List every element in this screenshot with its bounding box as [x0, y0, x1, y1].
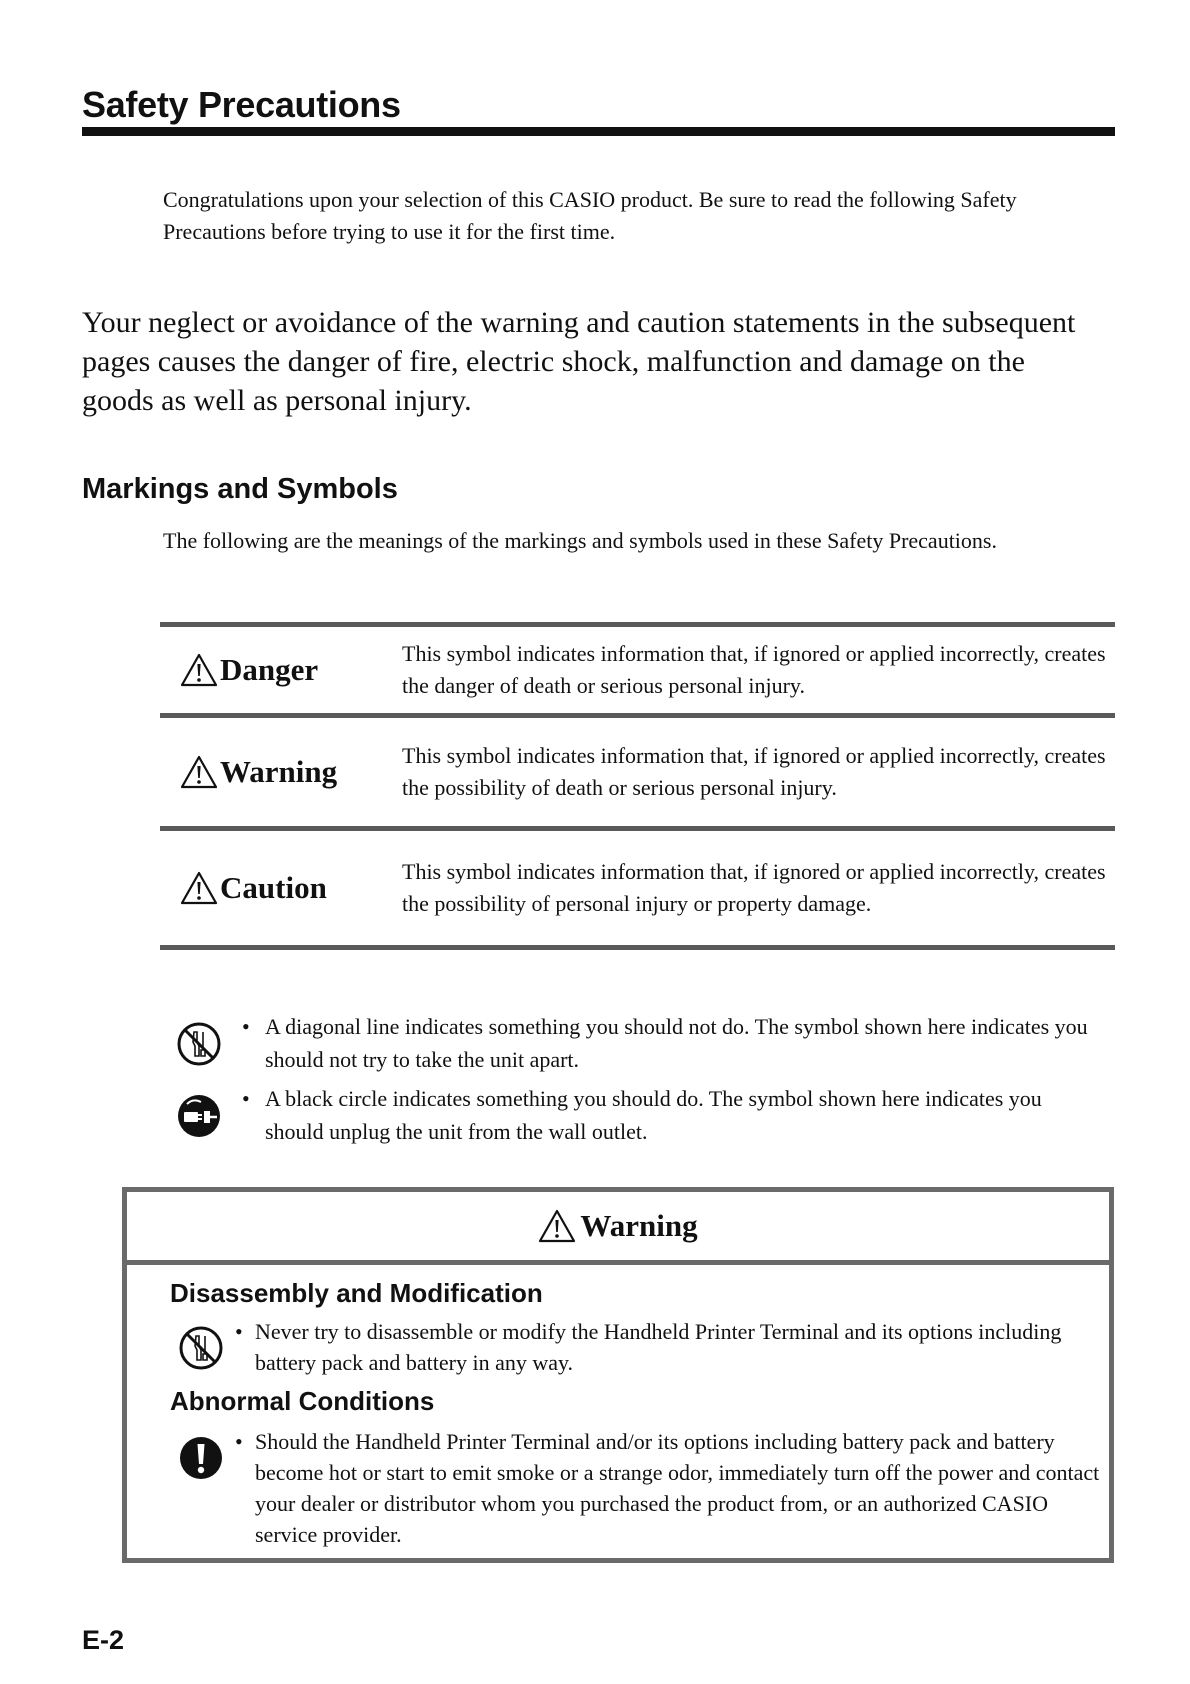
no-disassembly-icon — [177, 1324, 225, 1372]
warning-box — [122, 1187, 1114, 1563]
unplug-icon — [175, 1092, 223, 1140]
no-disassembly-icon — [175, 1020, 223, 1068]
symbol-row-warning — [160, 718, 1115, 826]
symbol-table — [160, 622, 1115, 950]
table-rule — [160, 945, 1115, 950]
warning-text: This symbol indicates information that, if ignored or applied incorrectly, creates the possibility of death or serious personal injury. — [402, 743, 1106, 800]
exclamation-icon — [177, 1434, 225, 1482]
page-title: Safety Precautions — [82, 84, 401, 125]
intro-paragraph: Congratulations upon your selection of this CASIO product. Be sure to read the following Safety Precautions before trying to use it for the first time. — [163, 187, 1017, 244]
bullet-dot: • — [242, 1086, 250, 1111]
section-text: Should the Handheld Printer Terminal and/or its options including battery pack and battery become hot or start to emit smoke or a strange odor, immediately turn off the power and contact your dealer or distributor whom you purchased the product from, or an authorized CASIO service provider. — [255, 1429, 1100, 1547]
danger-word: Danger — [220, 652, 319, 687]
caution-word: Caution — [220, 870, 327, 905]
section-item-disassembly — [177, 1316, 1107, 1378]
bullet-dot: • — [235, 1319, 243, 1344]
bullet-dot: • — [242, 1014, 250, 1039]
notice-paragraph: Your neglect or avoidance of the warning and caution statements in the subsequent pages causes the danger of fire, electric shock, malfunction and damage on the goods as well as personal injury. — [82, 306, 1076, 417]
symbol-bullets — [175, 1010, 1095, 1148]
section-heading-disassembly: Disassembly and Modification — [170, 1278, 543, 1308]
warning-label — [160, 754, 400, 790]
bullet-text: A black circle indicates something you should do. The symbol shown here indicates you should unplug the unit from the wall outlet. — [265, 1086, 1042, 1144]
bullet-text: A diagonal line indicates something you should not do. The symbol shown here indicates you should not try to take the unit apart. — [265, 1014, 1088, 1072]
bullet-dot: • — [235, 1429, 243, 1454]
page-number: E-2 — [82, 1625, 125, 1655]
section-heading-abnormal: Abnormal Conditions — [170, 1386, 435, 1416]
symbol-row-danger — [160, 627, 1115, 713]
list-item — [175, 1082, 1095, 1148]
markings-heading: Markings and Symbols — [82, 473, 398, 505]
warning-box-title: Warning — [580, 1208, 698, 1243]
list-item — [175, 1010, 1095, 1076]
warning-triangle-icon — [180, 871, 218, 905]
warning-triangle-icon — [538, 1209, 576, 1243]
caution-label — [160, 870, 400, 906]
caution-text: This symbol indicates information that, if ignored or applied incorrectly, creates the possibility of personal injury or property damage. — [402, 859, 1106, 916]
danger-label — [160, 652, 400, 688]
title-rule — [82, 127, 1115, 136]
markings-description: The following are the meanings of the markings and symbols used in these Safety Precautions. — [163, 528, 997, 553]
warning-triangle-icon — [180, 653, 218, 687]
warning-word: Warning — [220, 754, 338, 789]
section-text: Never try to disassemble or modify the Handheld Printer Terminal and its options including battery pack and battery in any way. — [255, 1319, 1062, 1375]
symbol-row-caution — [160, 831, 1115, 945]
section-item-abnormal — [177, 1426, 1107, 1550]
warning-triangle-icon — [180, 755, 218, 789]
warning-box-header — [127, 1192, 1109, 1265]
danger-text: This symbol indicates information that, if ignored or applied incorrectly, creates the danger of death or serious personal injury. — [402, 641, 1106, 698]
